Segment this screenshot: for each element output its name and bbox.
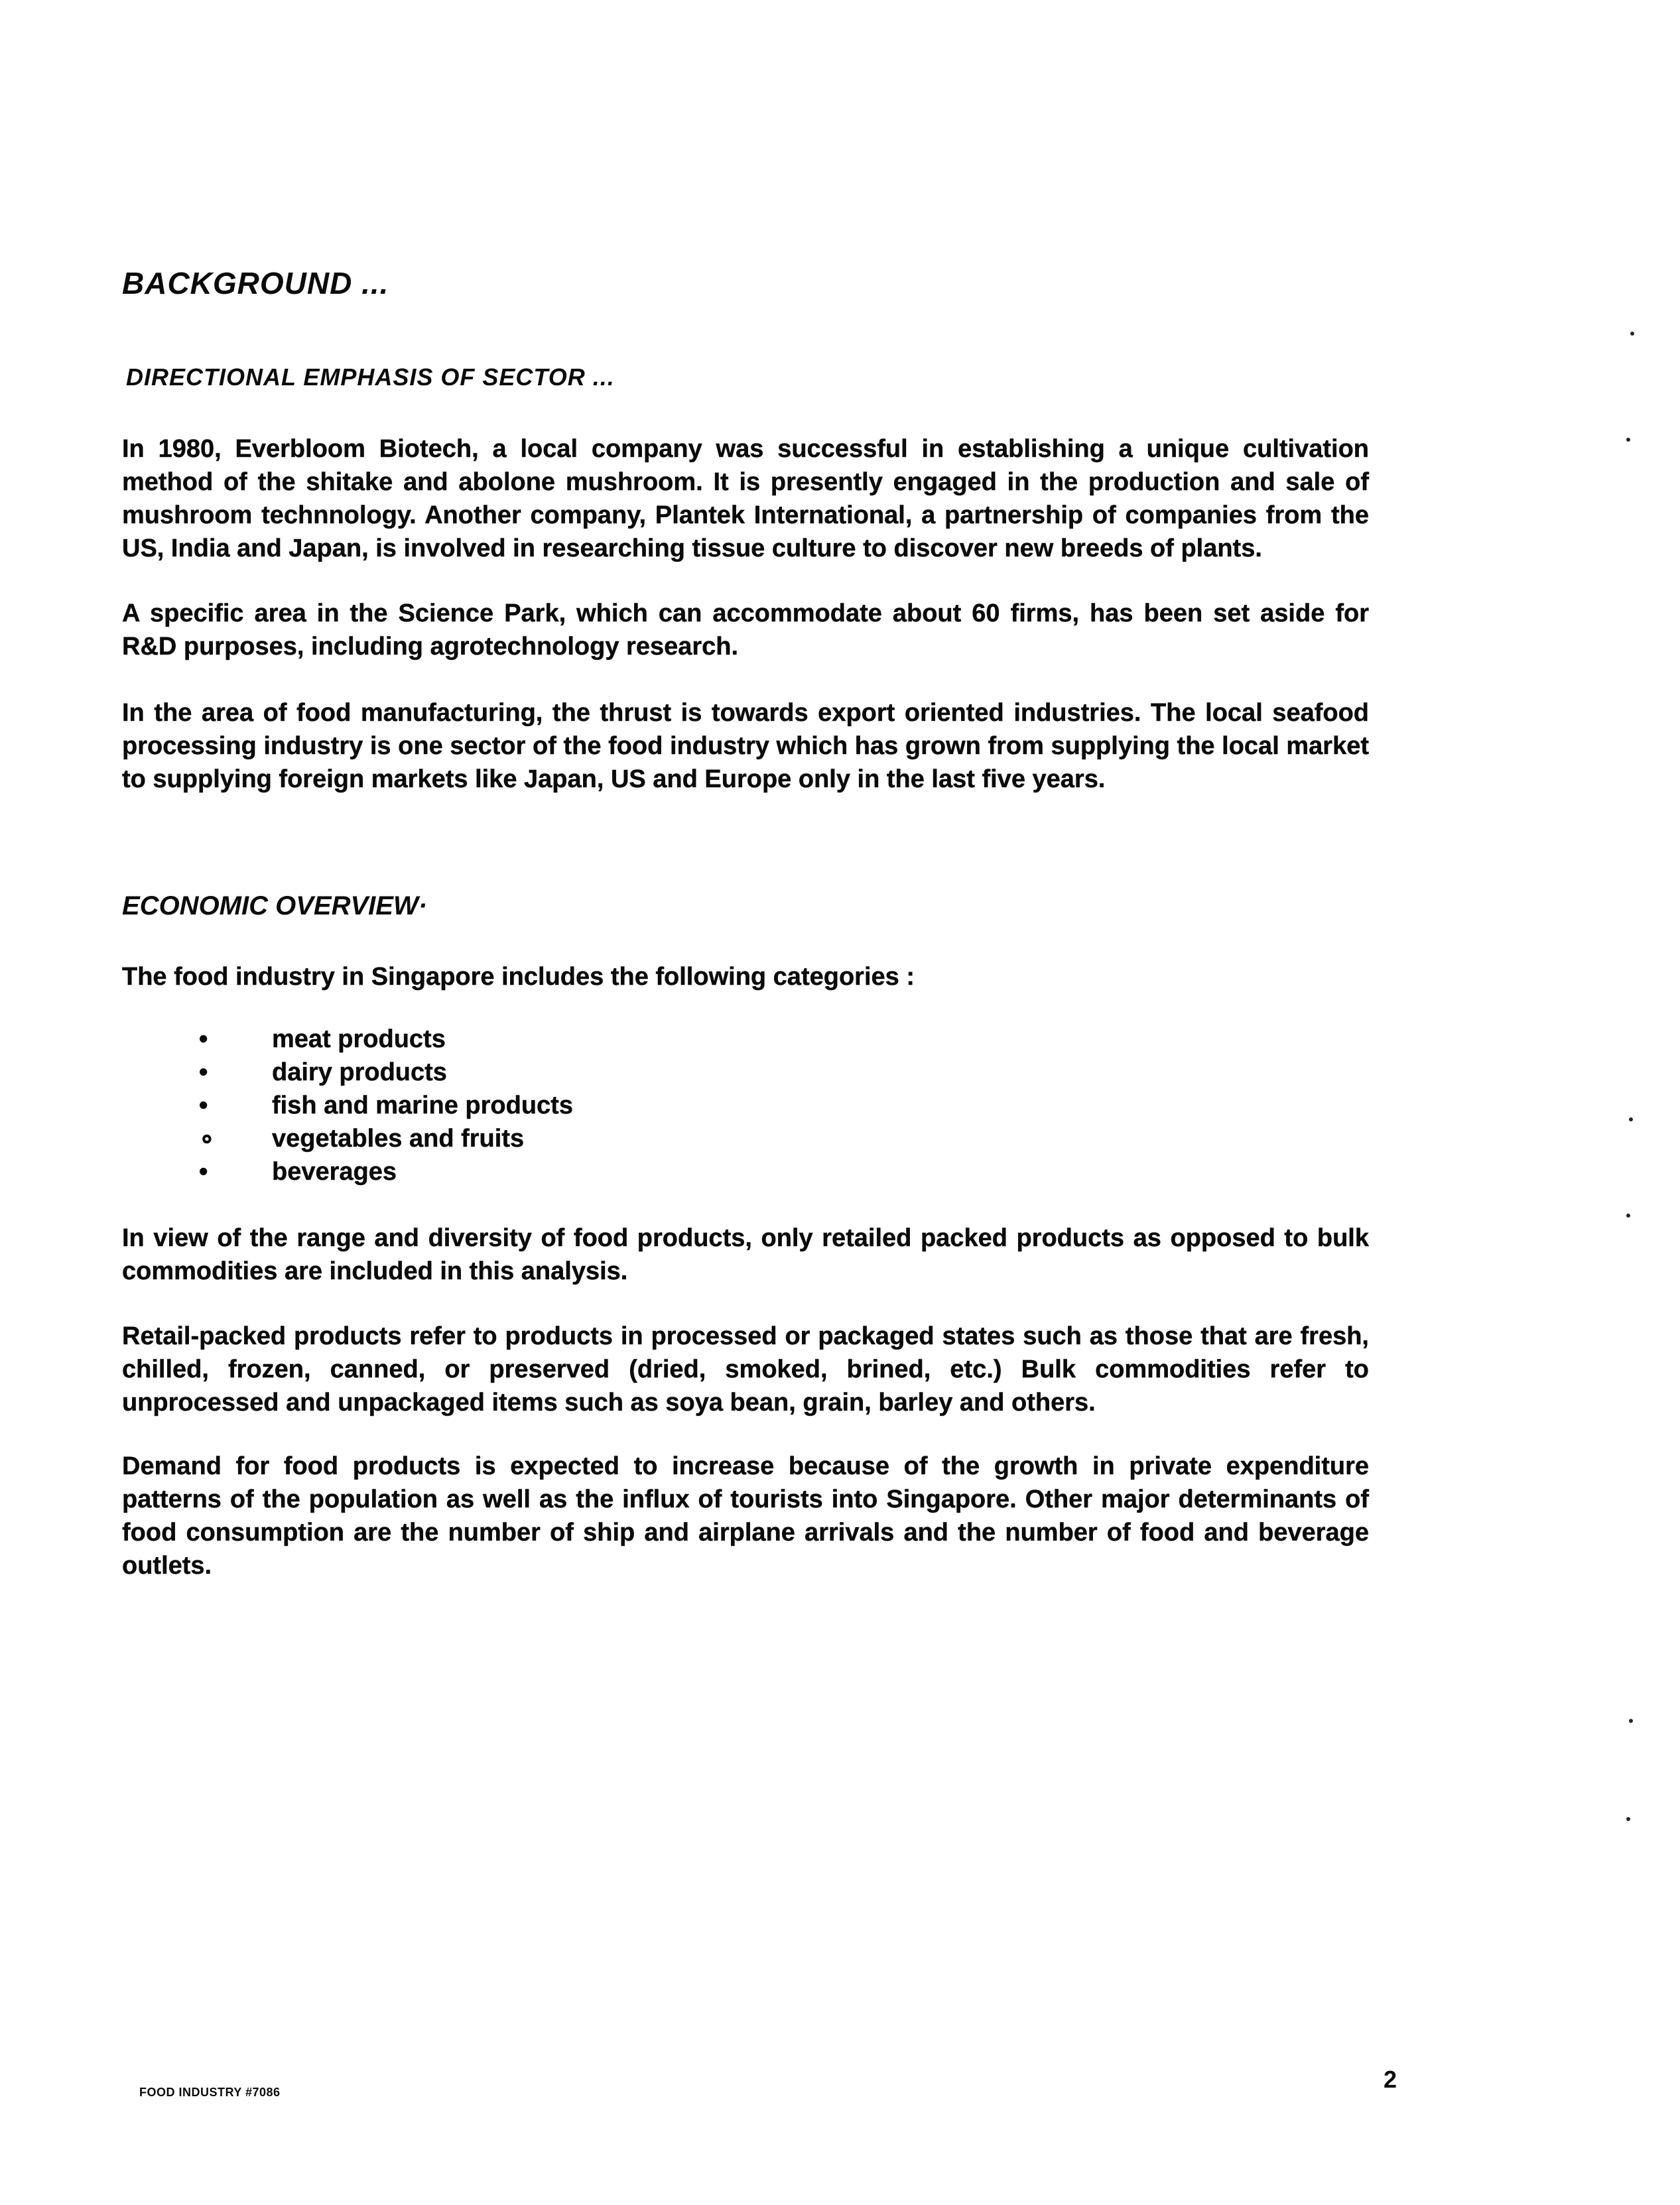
category-list xyxy=(199,1023,573,1188)
paragraph-text: A specific area in the Science Park, which can accommodate about 60 firms, has been set aside for R&D purposes, including agrotechnology research. xyxy=(122,599,1369,661)
list-item xyxy=(199,1122,573,1155)
background-heading: BACKGROUND ... xyxy=(122,266,389,300)
list-item xyxy=(199,1056,573,1089)
paragraph-food-manufacturing xyxy=(122,696,1369,796)
paragraph-text: In 1980, Everbloom Biotech, a local company was successful in establishing a unique cultivation method of the shitake and abolone mushroom. It is presently engaged in the production and sale of mushroom technnology. Another company, Plantek International, a partnership of companies from the US, India and Japan, is involved in researching tissue culture to discover new breeds of plants. xyxy=(122,435,1369,562)
paragraph-range-diversity xyxy=(122,1222,1369,1288)
list-item-label: dairy products xyxy=(272,1058,447,1086)
paragraph-text: Demand for food products is expected to increase because of the growth in private expenditure patterns of the population as well as the influx of tourists into Singapore. Other major determinants of food consumption are the number of ship and airplane arrivals and the number of food and beverage outlets. xyxy=(122,1452,1369,1580)
list-item xyxy=(199,1023,573,1056)
list-item-label: meat products xyxy=(272,1025,446,1053)
directional-emphasis-heading: DIRECTIONAL EMPHASIS OF SECTOR ... xyxy=(126,363,615,391)
scan-speck xyxy=(1626,1817,1630,1821)
paragraph-retail-packed xyxy=(122,1320,1369,1419)
economic-overview-heading: ECONOMIC OVERVIEW· xyxy=(122,891,428,920)
bullet-icon: • xyxy=(199,1092,208,1119)
bullet-icon: • xyxy=(199,1025,208,1053)
list-item-label: vegetables and fruits xyxy=(272,1125,525,1153)
paragraph-demand xyxy=(122,1450,1369,1582)
scan-speck xyxy=(1629,1719,1633,1723)
paragraph-text: Retail-packed products refer to products in processed or packaged states such as those that are fresh, chilled, frozen, canned, or preserved (dried, smoked, brined, etc.) Bulk commodities refer to unprocessed and unpackaged items such as soya bean, grain, barley and others. xyxy=(122,1322,1369,1417)
paragraph-everbloom xyxy=(122,432,1369,565)
list-item-label: fish and marine products xyxy=(272,1092,573,1119)
paragraph-science-park xyxy=(122,597,1369,663)
paragraph-text: In the area of food manufacturing, the thrust is towards export oriented industries. The local seafood processing industry is one sector of the food industry which has grown from supplying the local market to supplying foreign markets like Japan, US and Europe only in the last five years. xyxy=(122,699,1369,793)
scan-speck xyxy=(1626,1214,1630,1218)
list-item-label: beverages xyxy=(272,1158,397,1186)
bullet-icon: ∘ xyxy=(199,1125,215,1153)
footer-document-id: FOOD INDUSTRY #7086 xyxy=(139,2086,281,2099)
bullet-icon: • xyxy=(199,1158,208,1186)
scan-speck xyxy=(1629,1117,1633,1121)
list-item xyxy=(199,1155,573,1188)
bullet-icon: • xyxy=(199,1058,208,1086)
paragraph-text: The food industry in Singapore includes the following categories : xyxy=(122,963,915,991)
list-item xyxy=(199,1089,573,1122)
scan-speck xyxy=(1630,332,1634,336)
paragraph-text: In view of the range and diversity of food products, only retailed packed products as opposed to bulk commodities are included in this analysis. xyxy=(122,1224,1369,1285)
scan-speck xyxy=(1626,438,1630,442)
paragraph-categories-intro xyxy=(122,960,1369,993)
page-number: 2 xyxy=(1384,2066,1397,2093)
